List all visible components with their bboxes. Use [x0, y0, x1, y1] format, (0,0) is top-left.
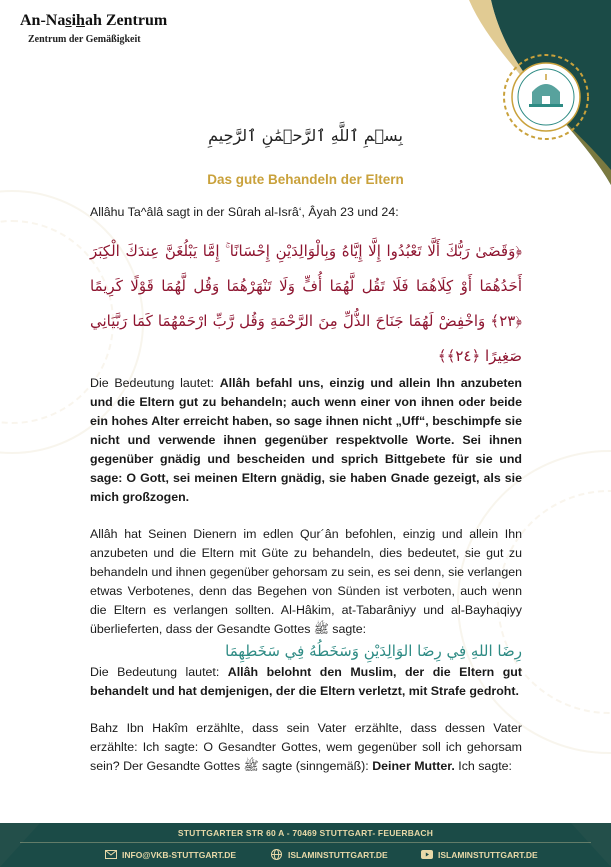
footer-email-link[interactable]: INFO@VKB-STUTTGART.DE: [104, 848, 236, 861]
brand-title: An-Nasihah Zentrum: [20, 12, 168, 29]
basmala-calligraphy: بِسۡمِ ٱللَّهِ ٱلرَّحۡمَٰنِ ٱلرَّحِيمِ: [208, 126, 403, 145]
article-body: [90, 203, 522, 776]
quran-verse: ﴿وَقَضَىٰ رَبُّكَ أَلَّا تَعْبُدُوا إِلَّا إِيَّاهُ وَبِالْوَالِدَيْنِ إِحْسَانًا ۚ إِمَّا يَبْلُغَنَّ عِندَكَ الْكِبَرَ أَحَدُهُمَا أَوْ كِلَاهُمَا فَلَا تَقُل لَّهُمَا أُفٍّ وَلَا تَنْهَرْهُمَا وَقُل لَّهُمَا قَوْلًا كَرِيمًا ﴿٢٣﴾ وَاخْفِضْ لَهُمَا جَنَاحَ الذُّلِّ مِنَ الرَّحْمَةِ وَقُل رَّبِّ ارْحَمْهُمَا كَمَا رَبَّيَانِي صَغِيرًا ﴿٢٤﴾﴾: [90, 242, 522, 365]
globe-icon: [270, 848, 283, 861]
youtube-icon: [420, 848, 433, 861]
meaning-paragraph-1: Die Bedeutung lautet: Allâh befahl uns, einzig und allein Ihn anzubeten und die Eltern gut zu behandeln; auch wenn einer von ihnen oder beide ein hohes Alter erreicht haben, so sage ihnen nicht „Uff“, beschimpfe sie nicht und verwende ihnen gegenüber respektvolle Worte. Sei ihnen gegenüber gnädig und bescheiden und sprich Bittgebete für sie und sage: O Gott, sei meinen Eltern gnädig, sie haben Gnade gezeigt, als sie mich großzogen.: [90, 376, 522, 504]
page-title: Das gute Behandeln der Eltern: [207, 172, 404, 187]
header-corner-ornament: [421, 0, 611, 185]
intro-text: Allâhu Ta^âlâ sagt in der Sûrah al-Isrâ‘, Âyah 23 und 24:: [90, 205, 399, 219]
brand-block: [20, 12, 167, 45]
meaning-paragraph-2: Die Bedeutung lautet: Allâh belohnt den Muslim, der die Eltern gut behandelt und hat demjenigen, der die Eltern verletzt, mit Strafe gedroht.: [90, 665, 522, 698]
page-footer: [0, 823, 611, 867]
email-icon: [104, 848, 117, 861]
footer-website-link[interactable]: ISLAMINSTUTTGART.DE: [270, 848, 388, 861]
narration-paragraph: Bahz Ibn Hakîm erzählte, dass sein Vater erzählte, dass dessen Vater erzählte: Ich sagte: O Gesandter Gottes, wem gegenüber soll ich gehorsam sein? Der Gesandte Gottes ﷺ sagte (sinngemäß): Deiner Mutter. Ich sagte:: [90, 721, 522, 773]
hadith-text: رِضَا اللهِ فِي رِضَا الوَالِدَيْنِ وَسَخَطُهُ فِي سَخَطِهِمَا: [225, 642, 522, 660]
brand-subtitle: Zentrum der Gemäßigkeit: [28, 34, 141, 45]
explanation-paragraph: Allâh hat Seinen Dienern im edlen Qur´ân befohlen, einzig und allein Ihn anzubeten und die Eltern mit Güte zu behandeln, dies bedeutet, sie gut zu behandeln und ihnen gegenüber gehorsam zu sein, es sei denn, sie verlangen etwas Verbotenes, denn das Begehen von Sünden ist verboten, auch wenn die Eltern es verlangen sollten. Al-Hâkim, at-Tabarâniyy und al-Bayhaqiyy überlieferten, dass der Gesandte Gottes ﷺ sagte:: [90, 527, 522, 636]
footer-youtube-link[interactable]: ISLAMINSTUTTGART.DE: [420, 848, 538, 861]
footer-address: STUTTGARTER STR 60 A - 70469 STUTTGART- FEUERBACH: [177, 828, 434, 838]
